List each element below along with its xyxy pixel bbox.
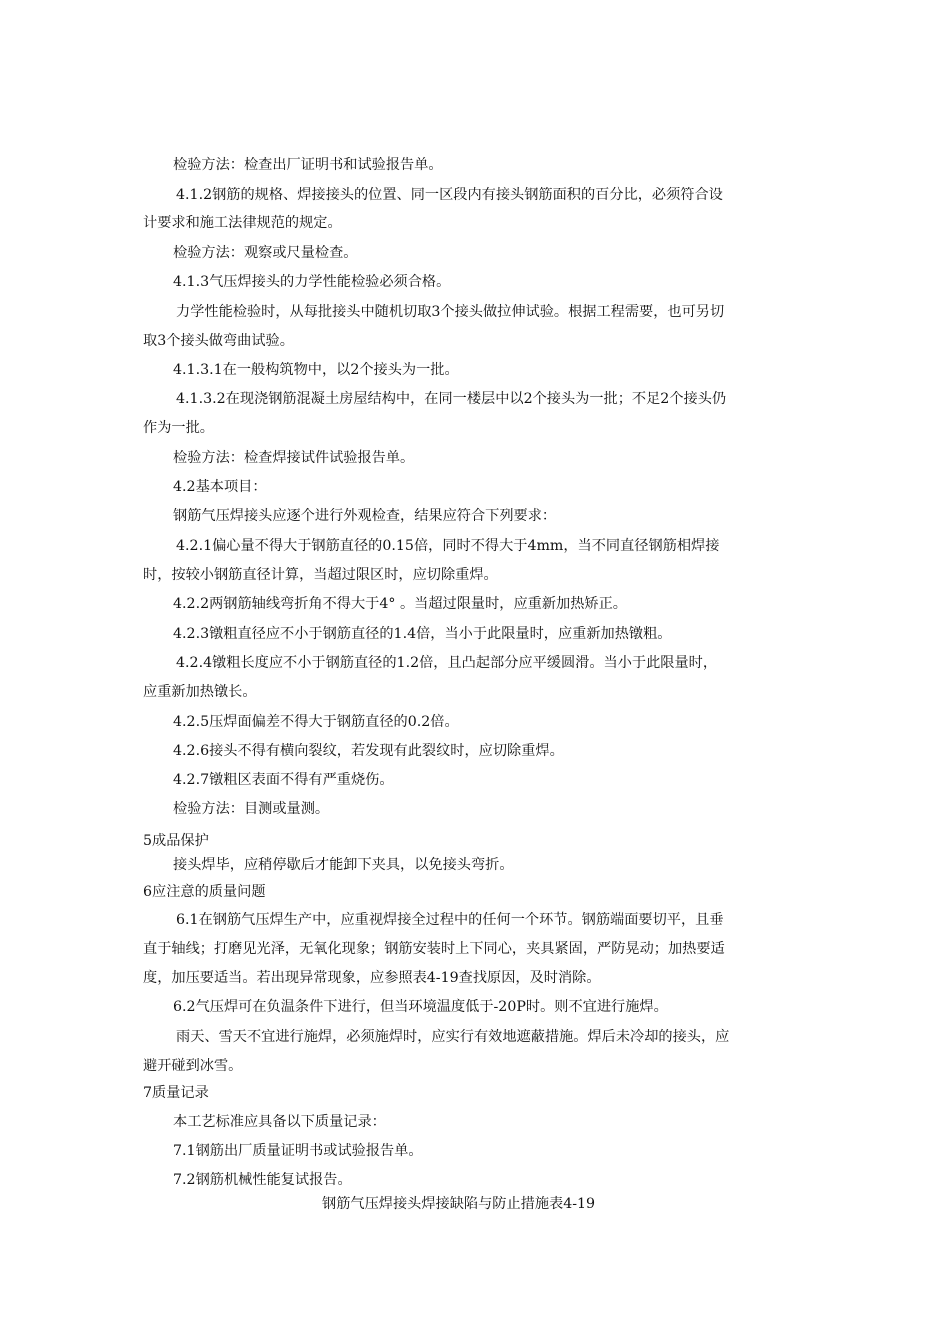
paragraph-line: 直于轴线；打磨见光泽，无氧化现象；钢筋安装时上下同心，夹具紧固，严防晃动；加热要适 [143,941,725,957]
section-heading: 5成品保护 [143,833,209,849]
paragraph-line: 本工艺标准应具备以下质量记录： [173,1114,386,1130]
paragraph-line: 7.1钢筋出厂质量证明书或试验报告单。 [173,1143,423,1159]
paragraph-line: 7.2钢筋机械性能复试报告。 [173,1172,352,1188]
paragraph-line: 6.1在钢筋气压焊生产中，应重视焊接全过程中的任何一个环节。钢筋端面要切平，且垂 [176,912,724,928]
paragraph-line: 6.2气压焊可在负温条件下进行，但当环境温度低于-20P时。则不宜进行施焊。 [173,999,668,1015]
paragraph-line: 4.2.4镦粗长度应不小于钢筋直径的1.2倍，且凸起部分应平缓圆滑。当小于此限量时， [176,655,718,671]
paragraph-line: 力学性能检验时，从每批接头中随机切取3个接头做拉伸试验。根据工程需要，也可另切 [176,304,725,320]
paragraph-line: 4.2基本项目： [173,479,267,495]
paragraph-line: 接头焊毕，应稍停歇后才能卸下夹具，以免接头弯折。 [173,857,514,873]
paragraph-line: 作为一批。 [143,420,214,436]
paragraph-line: 计要求和施工法律规范的规定。 [143,215,342,231]
paragraph-line: 4.2.1偏心量不得大于钢筋直径的0.15倍，同时不得大于4mm，当不同直径钢筋相焊接 [176,538,720,554]
paragraph-line: 雨天、雪天不宜进行施焊，必须施焊时，应实行有效地遮蔽措施。焊后未冷却的接头，应 [176,1029,730,1045]
paragraph-line: 4.2.2两钢筋轴线弯折角不得大于4° 。当超过限量时，应重新加热矫正。 [173,596,627,612]
paragraph-line: 4.2.6接头不得有横向裂纹，若发现有此裂纹时，应切除重焊。 [173,743,564,759]
paragraph-line: 4.2.5压焊面偏差不得大于钢筋直径的0.2倍。 [173,714,459,730]
paragraph-line: 4.1.3.1在一般构筑物中，以2个接头为一批。 [173,362,459,378]
paragraph-line: 度，加压要适当。若出现异常现象，应参照表4-19查找原因，及时消除。 [143,970,601,986]
paragraph-line: 钢筋气压焊接头应逐个进行外观检查，结果应符合下列要求： [173,508,557,524]
table-caption: 钢筋气压焊接头焊接缺陷与防止措施表4-19 [322,1196,596,1212]
paragraph-line: 4.1.3.2在现浇钢筋混凝土房屋结构中，在同一楼层中以2个接头为一批；不足2个接头仍 [176,391,727,407]
paragraph-line: 检验方法：检查出厂证明书和试验报告单。 [173,157,443,173]
section-heading: 7质量记录 [143,1085,209,1101]
paragraph-line: 4.2.3镦粗直径应不小于钢筋直径的1.4倍，当小于此限量时，应重新加热镦粗。 [173,626,672,642]
paragraph-line: 检验方法：检查焊接试件试验报告单。 [173,450,415,466]
paragraph-line: 检验方法：目测或量测。 [173,801,330,817]
paragraph-line: 避开碰到冰雪。 [143,1058,243,1074]
paragraph-line: 4.1.3气压焊接头的力学性能检验必须合格。 [173,274,451,290]
paragraph-line: 4.1.2钢筋的规格、焊接接头的位置、同一区段内有接头钢筋面积的百分比，必须符合设 [176,187,723,203]
paragraph-line: 应重新加热镦长。 [143,684,257,700]
paragraph-line: 取3个接头做弯曲试验。 [143,333,294,349]
paragraph-line: 4.2.7镦粗区表面不得有严重烧伤。 [173,772,394,788]
paragraph-line: 时，按较小钢筋直径计算，当超过限区时，应切除重焊。 [143,567,498,583]
paragraph-line: 检验方法：观察或尺量检查。 [173,245,358,261]
section-heading: 6应注意的质量问题 [143,884,266,900]
